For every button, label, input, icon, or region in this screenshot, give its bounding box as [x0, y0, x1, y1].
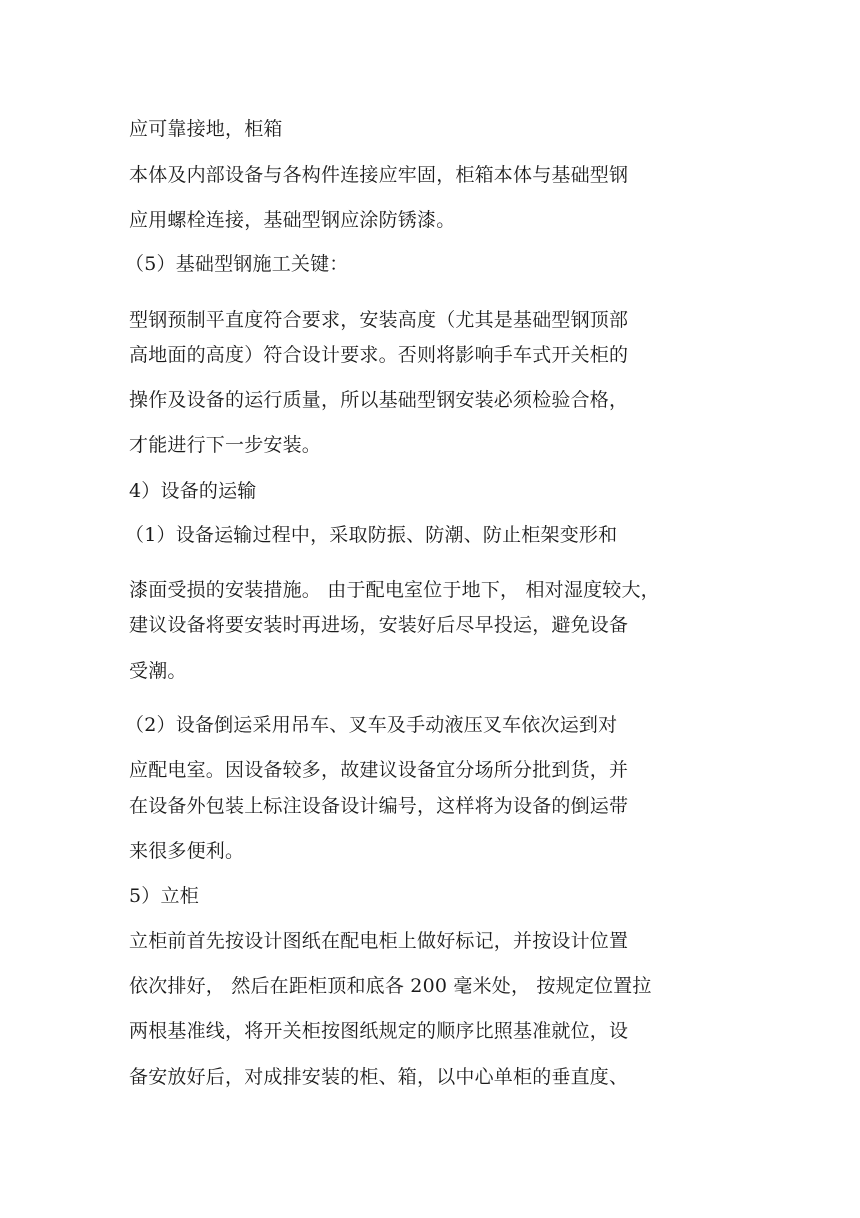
- text-line: 受潮。: [129, 660, 187, 682]
- text-line: 建议设备将要安装时再进场，安装好后尽早投运，避免设备: [129, 614, 629, 636]
- text-line: 应可靠接地，柜箱: [129, 118, 283, 140]
- text-line: 应配电室。因设备较多，故建议设备宜分场所分批到货，并: [129, 759, 629, 781]
- text-line: 才能进行下一步安装。: [129, 434, 322, 456]
- text-line: 操作及设备的运行质量，所以基础型钢安装必须检验合格，: [129, 389, 629, 411]
- text-line: 应用螺栓连接，基础型钢应涂防锈漆。: [129, 209, 456, 231]
- text-line: 立柜前首先按设计图纸在配电柜上做好标记，并按设计位置: [129, 930, 629, 952]
- text-line: 漆面受损的安装措施。 由于配电室位于地下， 相对湿度较大，: [129, 579, 660, 601]
- text-line: （1）设备运输过程中，采取防振、防潮、防止柜架变形和: [125, 524, 618, 546]
- text-line: 本体及内部设备与各构件连接应牢固，柜箱本体与基础型钢: [129, 164, 629, 186]
- text-line: 备安放好后，对成排安装的柜、箱，以中心单柜的垂直度、: [129, 1066, 629, 1088]
- section-heading: 4）设备的运输: [129, 480, 257, 502]
- text-line: 两根基准线，将开关柜按图纸规定的顺序比照基准就位，设: [129, 1020, 629, 1042]
- section-heading: （5）基础型钢施工关键：: [125, 253, 349, 275]
- section-heading: 5）立柜: [129, 885, 199, 907]
- text-line: 型钢预制平直度符合要求，安装高度（尤其是基础型钢顶部: [129, 309, 629, 331]
- text-line: 在设备外包装上标注设备设计编号，这样将为设备的倒运带: [129, 795, 629, 817]
- text-line: （2）设备倒运采用吊车、叉车及手动液压叉车依次运到对: [125, 714, 618, 736]
- text-line: 来很多便利。: [129, 840, 245, 862]
- text-line: 高地面的高度）符合设计要求。否则将影响手车式开关柜的: [129, 344, 629, 366]
- text-line: 依次排好， 然后在距柜顶和底各 200 毫米处， 按规定位置拉: [129, 975, 652, 997]
